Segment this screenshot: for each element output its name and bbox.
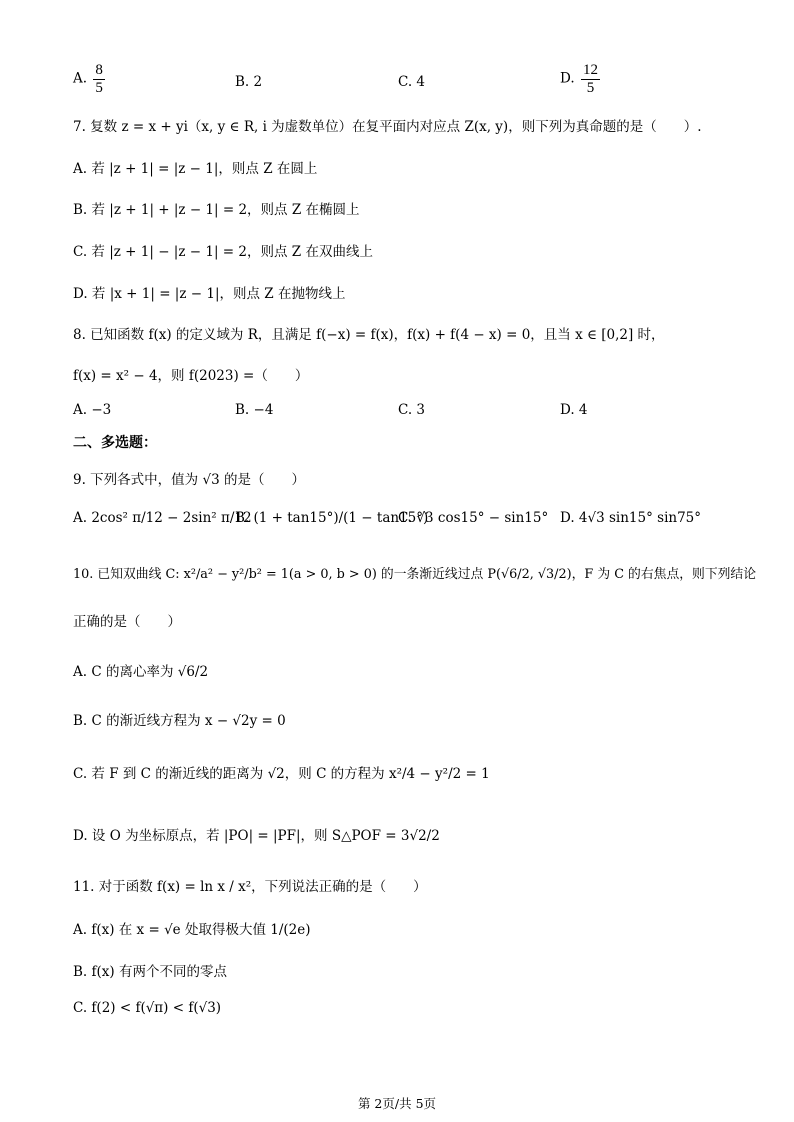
q7-option-d: D. 若 |x + 1| = |z − 1|，则点 Z 在抛物线上 <box>73 286 346 302</box>
q6-option-d: D. $\frac{12}{5}$ <box>560 62 598 96</box>
page-footer: 第 2页/共 5页 <box>357 1096 437 1111</box>
q8-option-b: B. −4 <box>235 402 274 418</box>
q7-option-c: C. 若 |z + 1| − |z − 1| = 2，则点 Z 在双曲线上 <box>73 244 373 260</box>
q6-option-c: C. 4 <box>398 74 426 90</box>
q9-option-d: D. 4√3 sin15° sin75° <box>560 510 702 526</box>
q10-stem-line2: 正确的是（ ） <box>73 614 181 630</box>
q7-option-a: A. 若 |z + 1| = |z − 1|，则点 Z 在圆上 <box>73 161 318 177</box>
q6-a-numerator: 8 <box>95 62 103 78</box>
q8-stem-line1: 8. 已知函数 f(x) 的定义域为 R，且满足 f(−x) = f(x)，f(x) + f(4 − x) = 0，且当 x ∈ [0,2] 时， <box>73 327 665 343</box>
q9-option-c: C. √3 cos15° − sin15° <box>398 510 549 526</box>
q9-option-a: A. 2cos² π/12 − 2sin² π/12 <box>73 510 252 526</box>
q10-option-a: A. C 的离心率为 √6/2 <box>73 664 209 680</box>
q8-option-c: C. 3 <box>398 402 426 418</box>
q6-a-denominator: 5 <box>95 79 103 96</box>
q8-option-a: A. −3 <box>73 402 112 418</box>
q6-option-a: A. $\frac{8}{5}$ <box>73 62 103 96</box>
q8-option-d: D. 4 <box>560 402 588 418</box>
q11-option-b: B. f(x) 有两个不同的零点 <box>73 964 227 980</box>
q6-option-b: B. 2 <box>235 74 263 90</box>
section-heading-multi-choice: 二、多选题： <box>73 435 157 451</box>
q10-option-d: D. 设 O 为坐标原点，若 |PO| = |PF|，则 S△POF = 3√2/2 <box>73 828 440 844</box>
q10-option-b: B. C 的渐近线方程为 x − √2y = 0 <box>73 713 286 729</box>
q8-stem-line2: f(x) = x² − 4，则 f(2023) =（ ） <box>73 368 309 384</box>
q7-stem: 7. 复数 z = x + yi（x, y ∈ R, i 为虚数单位）在复平面内对应点 Z(x, y)，则下列为真命题的是（ ）. <box>73 119 702 135</box>
q7-option-b: B. 若 |z + 1| + |z − 1| = 2，则点 Z 在椭圆上 <box>73 202 360 218</box>
q9-stem: 9. 下列各式中，值为 √3 的是（ ） <box>73 472 305 488</box>
q11-option-a: A. f(x) 在 x = √e 处取得极大值 1/(2e) <box>73 922 311 938</box>
q11-option-c: C. f(2) < f(√π) < f(√3) <box>73 1000 222 1016</box>
q6-d-numerator: 12 <box>582 62 598 78</box>
q11-stem: 11. 对于函数 f(x) = ln x / x²，下列说法正确的是（ ） <box>73 879 427 895</box>
q10-stem-line1: 10. 已知双曲线 C: x²/a² − y²/b² = 1(a > 0, b > 0) 的一条渐近线过点 P(√6/2, √3/2)，F 为 C 的右焦点，则下列结论 <box>73 567 757 582</box>
q9-option-b: B. (1 + tan15°)/(1 − tan15°) <box>235 510 429 526</box>
q6-d-denominator: 5 <box>586 79 595 96</box>
q10-option-c: C. 若 F 到 C 的渐近线的距离为 √2，则 C 的方程为 x²/4 − y²/2 = 1 <box>73 766 490 782</box>
